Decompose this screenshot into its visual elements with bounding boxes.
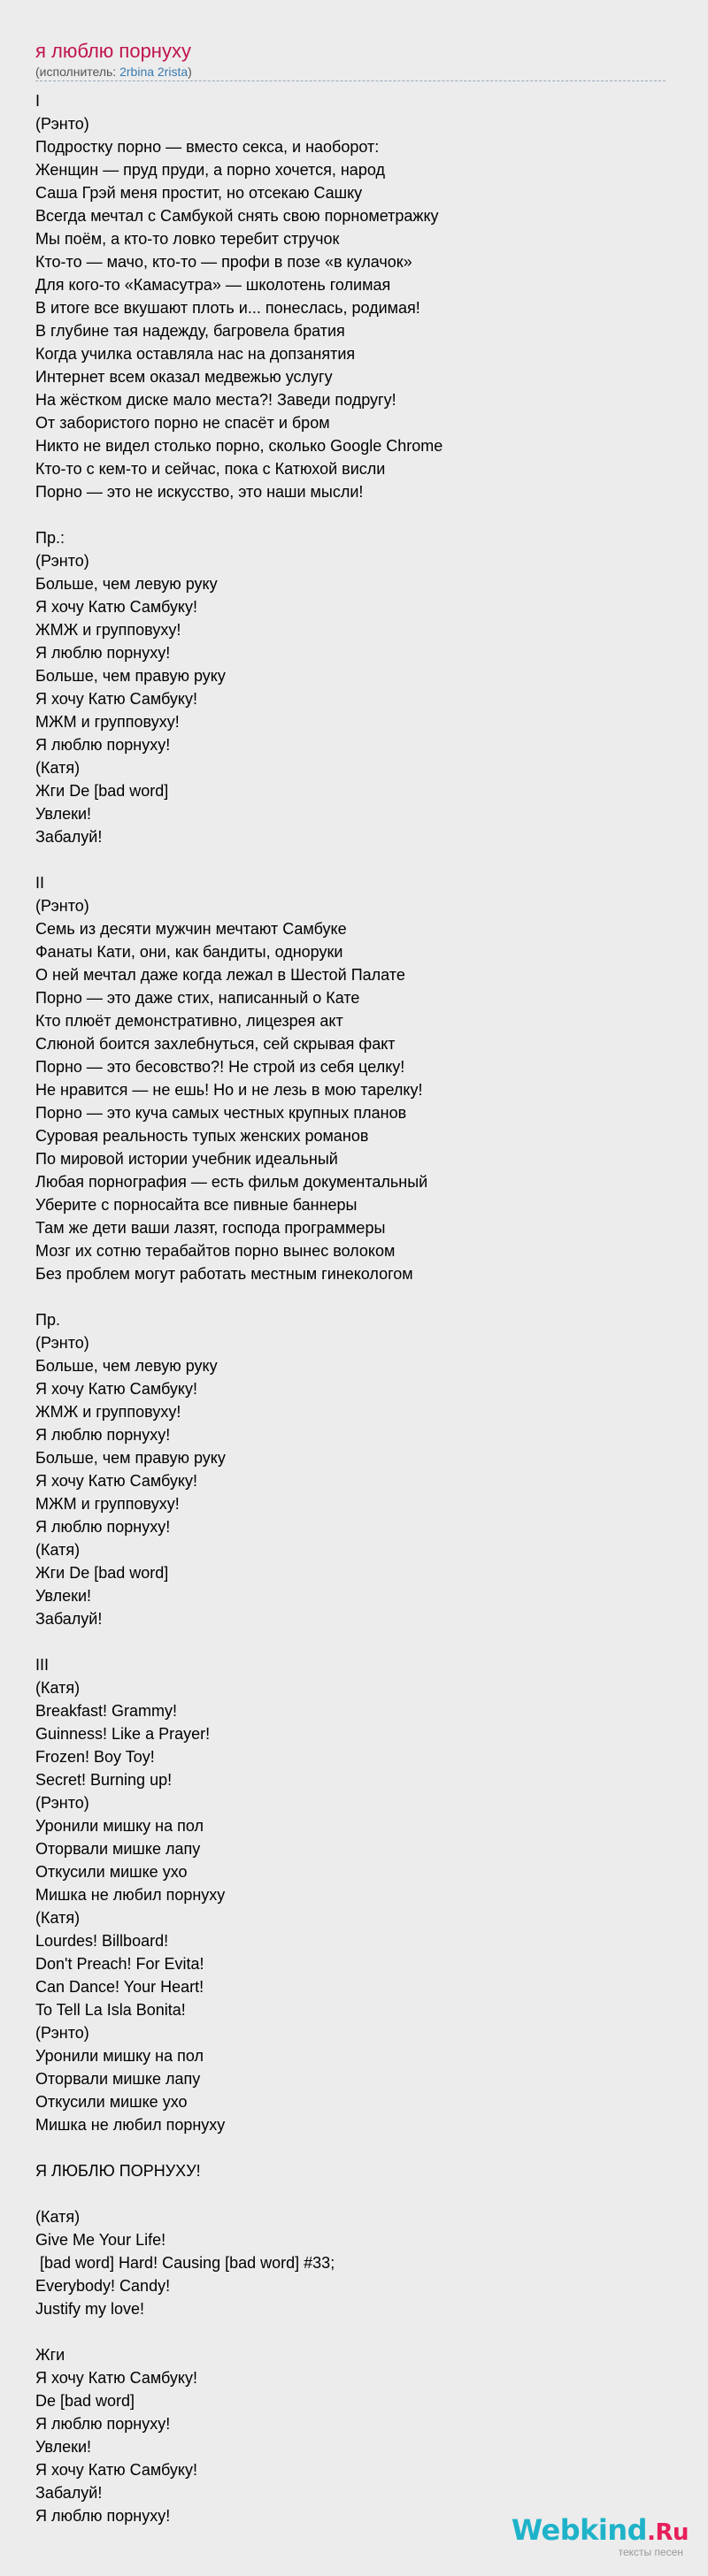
performer-prefix: (исполнитель: <box>35 65 120 79</box>
lyric-line: Порно — это даже стих, написанный о Кате <box>35 989 360 1007</box>
lyric-line: О ней мечтал даже когда лежал в Шестой Палате <box>35 966 405 984</box>
lyric-line: Secret! Burning up! <box>35 1771 173 1789</box>
lyric-line <box>35 1630 666 1653</box>
lyric-line: Уронили мишку на пол <box>35 1817 204 1835</box>
lyric-line: (Рэнто) <box>35 1794 89 1812</box>
lyric-line: Откусили мишке ухо <box>35 1863 188 1881</box>
lyrics-text <box>35 89 666 2527</box>
lyric-line: Женщин — пруд пруди, а порно хочется, народ <box>35 161 385 179</box>
lyric-line: Я ЛЮБЛЮ ПОРНУХУ! <box>35 2162 201 2180</box>
lyric-line: Мозг их сотню терабайтов порно вынес волоком <box>35 1242 396 1260</box>
header-divider <box>35 80 666 81</box>
logo-main-text: Webkind <box>511 2513 648 2547</box>
logo-tld: .Ru <box>647 2519 689 2546</box>
lyric-line: Никто не видел столько порно, сколько Google Chrome <box>35 437 443 455</box>
lyric-line: Guinness! Like a Prayer! <box>35 1725 211 1743</box>
lyric-line <box>35 503 666 526</box>
lyric-line: (Рэнто) <box>35 2024 89 2042</box>
lyric-line: Don't Preach! For Evita! <box>35 1955 204 1973</box>
lyric-line: Забалуй! <box>35 1610 103 1628</box>
lyric-line: To Tell La Isla Bonita! <box>35 2001 186 2019</box>
lyric-line: (Рэнто) <box>35 1334 89 1352</box>
lyric-line: Больше, чем левую руку <box>35 575 218 593</box>
lyric-line: По мировой истории учебник идеальный <box>35 1150 338 1168</box>
performer-suffix: ) <box>188 65 192 79</box>
lyric-line: (Рэнто) <box>35 115 89 133</box>
lyric-line: (Рэнто) <box>35 552 89 570</box>
lyric-line: Я хочу Катю Самбуку! <box>35 1380 198 1398</box>
lyric-line: I <box>35 92 41 110</box>
lyric-line: Оторвали мишке лапу <box>35 2070 201 2088</box>
lyric-line: Откусили мишке ухо <box>35 2093 188 2111</box>
lyric-line: Мишка не любил порнуху <box>35 1886 226 1904</box>
lyric-line <box>35 1285 666 1308</box>
lyric-line: (Катя) <box>35 2208 81 2226</box>
lyric-line: Оторвали мишке лапу <box>35 1840 201 1858</box>
lyric-line: Я люблю порнуху! <box>35 736 171 754</box>
lyric-line: Всегда мечтал с Самбукой снять свою порнометражку <box>35 207 439 225</box>
lyric-line: Can Dance! Your Heart! <box>35 1978 204 1996</box>
lyric-line: III <box>35 1656 50 1674</box>
lyric-line: [bad word] Hard! Causing [bad word] #33; <box>35 2254 335 2272</box>
page-header <box>35 39 666 80</box>
lyric-line: (Катя) <box>35 1679 81 1697</box>
page-title: я люблю порнуху <box>35 40 191 62</box>
lyric-line: Кто-то — мачо, кто-то — профи в позе «в кулачок» <box>35 253 412 271</box>
lyric-line: Саша Грэй меня простит, но отсекаю Сашку <box>35 184 363 202</box>
lyric-line: Там же дети ваши лазят, господа программеры <box>35 1219 386 1237</box>
lyric-line: Я хочу Катю Самбуку! <box>35 2461 198 2479</box>
lyric-line: Мишка не любил порнуху <box>35 2116 226 2134</box>
lyric-line: Уберите с порносайта все пивные баннеры <box>35 1196 358 1214</box>
lyric-line: Без проблем могут работать местным гинекологом <box>35 1265 413 1283</box>
lyric-line: Забалуй! <box>35 828 103 846</box>
lyric-line: Любая порнография — есть фильм документальный <box>35 1173 428 1191</box>
lyric-line: Я люблю порнуху! <box>35 2507 171 2525</box>
lyric-line: Я люблю порнуху! <box>35 2415 171 2433</box>
lyric-line: Мы поём, а кто-то ловко теребит стручок <box>35 230 340 248</box>
lyric-line <box>35 848 666 871</box>
lyric-line: Увлеки! <box>35 805 92 823</box>
lyric-line: МЖМ и групповуху! <box>35 1495 180 1513</box>
lyric-line: ЖМЖ и групповуху! <box>35 621 181 639</box>
lyric-line: Я хочу Катю Самбуку! <box>35 1472 198 1490</box>
site-logo[interactable] <box>512 2515 689 2558</box>
lyric-line: Жги <box>35 2346 65 2364</box>
lyric-line: Justify my love! <box>35 2300 145 2318</box>
lyric-line: Give Me Your Life! <box>35 2231 166 2249</box>
logo-wordmark <box>512 2515 689 2548</box>
lyric-line: Порно — это куча самых честных крупных планов <box>35 1104 407 1122</box>
lyric-line: Уронили мишку на пол <box>35 2047 204 2065</box>
lyric-line: Я люблю порнуху! <box>35 1426 171 1444</box>
lyric-line: В глубине тая надежду, багровела братия <box>35 322 345 340</box>
lyric-line: Breakfast! Grammy! <box>35 1702 178 1720</box>
lyric-line: Порно — это не искусство, это наши мысли! <box>35 483 364 501</box>
lyric-line <box>35 2136 666 2159</box>
lyric-line: (Катя) <box>35 1909 81 1927</box>
lyric-line: Пр.: <box>35 529 65 547</box>
lyric-line: От забористого порно не спасёт и бром <box>35 414 330 432</box>
performer-line <box>35 64 666 80</box>
lyric-line: ЖМЖ и групповуху! <box>35 1403 181 1421</box>
lyric-line: Больше, чем правую руку <box>35 667 226 685</box>
lyric-line: Для кого-то «Камасутра» — школотень голимая <box>35 276 391 294</box>
lyric-line: Увлеки! <box>35 1587 92 1605</box>
lyric-line: Когда училка оставляла нас на допзанятия <box>35 345 356 363</box>
lyric-line <box>35 2320 666 2343</box>
lyric-line: Подростку порно — вместо секса, и наоборот: <box>35 138 380 156</box>
performer-link[interactable]: 2rbina 2rista <box>119 65 189 79</box>
lyric-line: Больше, чем правую руку <box>35 1449 226 1467</box>
lyric-line: Я люблю порнуху! <box>35 644 171 662</box>
lyric-line: Кто-то с кем-то и сейчас, пока с Катюхой висли <box>35 460 386 478</box>
lyric-line: Интернет всем оказал медвежью услугу <box>35 368 333 386</box>
lyric-line: (Катя) <box>35 1541 81 1559</box>
lyric-line: В итоге все вкушают плоть и... понеслась, родимая! <box>35 299 420 317</box>
lyric-line: Забалуй! <box>35 2484 103 2502</box>
lyric-line: МЖМ и групповуху! <box>35 713 180 731</box>
lyric-line: Я люблю порнуху! <box>35 1518 171 1536</box>
lyric-line: II <box>35 874 45 892</box>
lyric-line: Frozen! Boy Toy! <box>35 1748 155 1766</box>
lyric-line: Я хочу Катю Самбуку! <box>35 690 198 708</box>
lyric-line: Суровая реальность тупых женских романов <box>35 1127 369 1145</box>
lyric-line: Жги De [bad word] <box>35 1564 169 1582</box>
lyric-line: Я хочу Катю Самбуку! <box>35 598 198 616</box>
logo-tagline: тексты песен <box>618 2546 683 2558</box>
lyric-line: Lourdes! Billboard! <box>35 1932 169 1950</box>
lyric-line: Семь из десяти мужчин мечтают Самбуке <box>35 920 347 938</box>
lyric-line: На жёстком диске мало места?! Заведи подругу! <box>35 391 396 409</box>
lyric-line: Everybody! Candy! <box>35 2277 171 2295</box>
lyric-line: Я хочу Катю Самбуку! <box>35 2369 198 2387</box>
lyric-line: (Катя) <box>35 759 81 777</box>
lyric-line <box>35 2182 666 2205</box>
lyric-line: Кто плюёт демонстративно, лицезрея акт <box>35 1012 343 1030</box>
lyric-line: (Рэнто) <box>35 897 89 915</box>
lyric-line: Увлеки! <box>35 2438 92 2456</box>
lyric-line: Не нравится — не ешь! Но и не лезь в мою тарелку! <box>35 1081 423 1099</box>
lyric-line: Пр. <box>35 1311 60 1329</box>
lyric-line: Жги De [bad word] <box>35 782 169 800</box>
lyric-line: Порно — это бесовство?! Не строй из себя целку! <box>35 1058 405 1076</box>
lyric-line: Больше, чем левую руку <box>35 1357 218 1375</box>
lyric-line: De [bad word] <box>35 2392 135 2410</box>
lyric-line: Слюной боится захлебнуться, сей скрывая факт <box>35 1035 396 1053</box>
lyric-line: Фанаты Кати, они, как бандиты, однoруки <box>35 943 343 961</box>
